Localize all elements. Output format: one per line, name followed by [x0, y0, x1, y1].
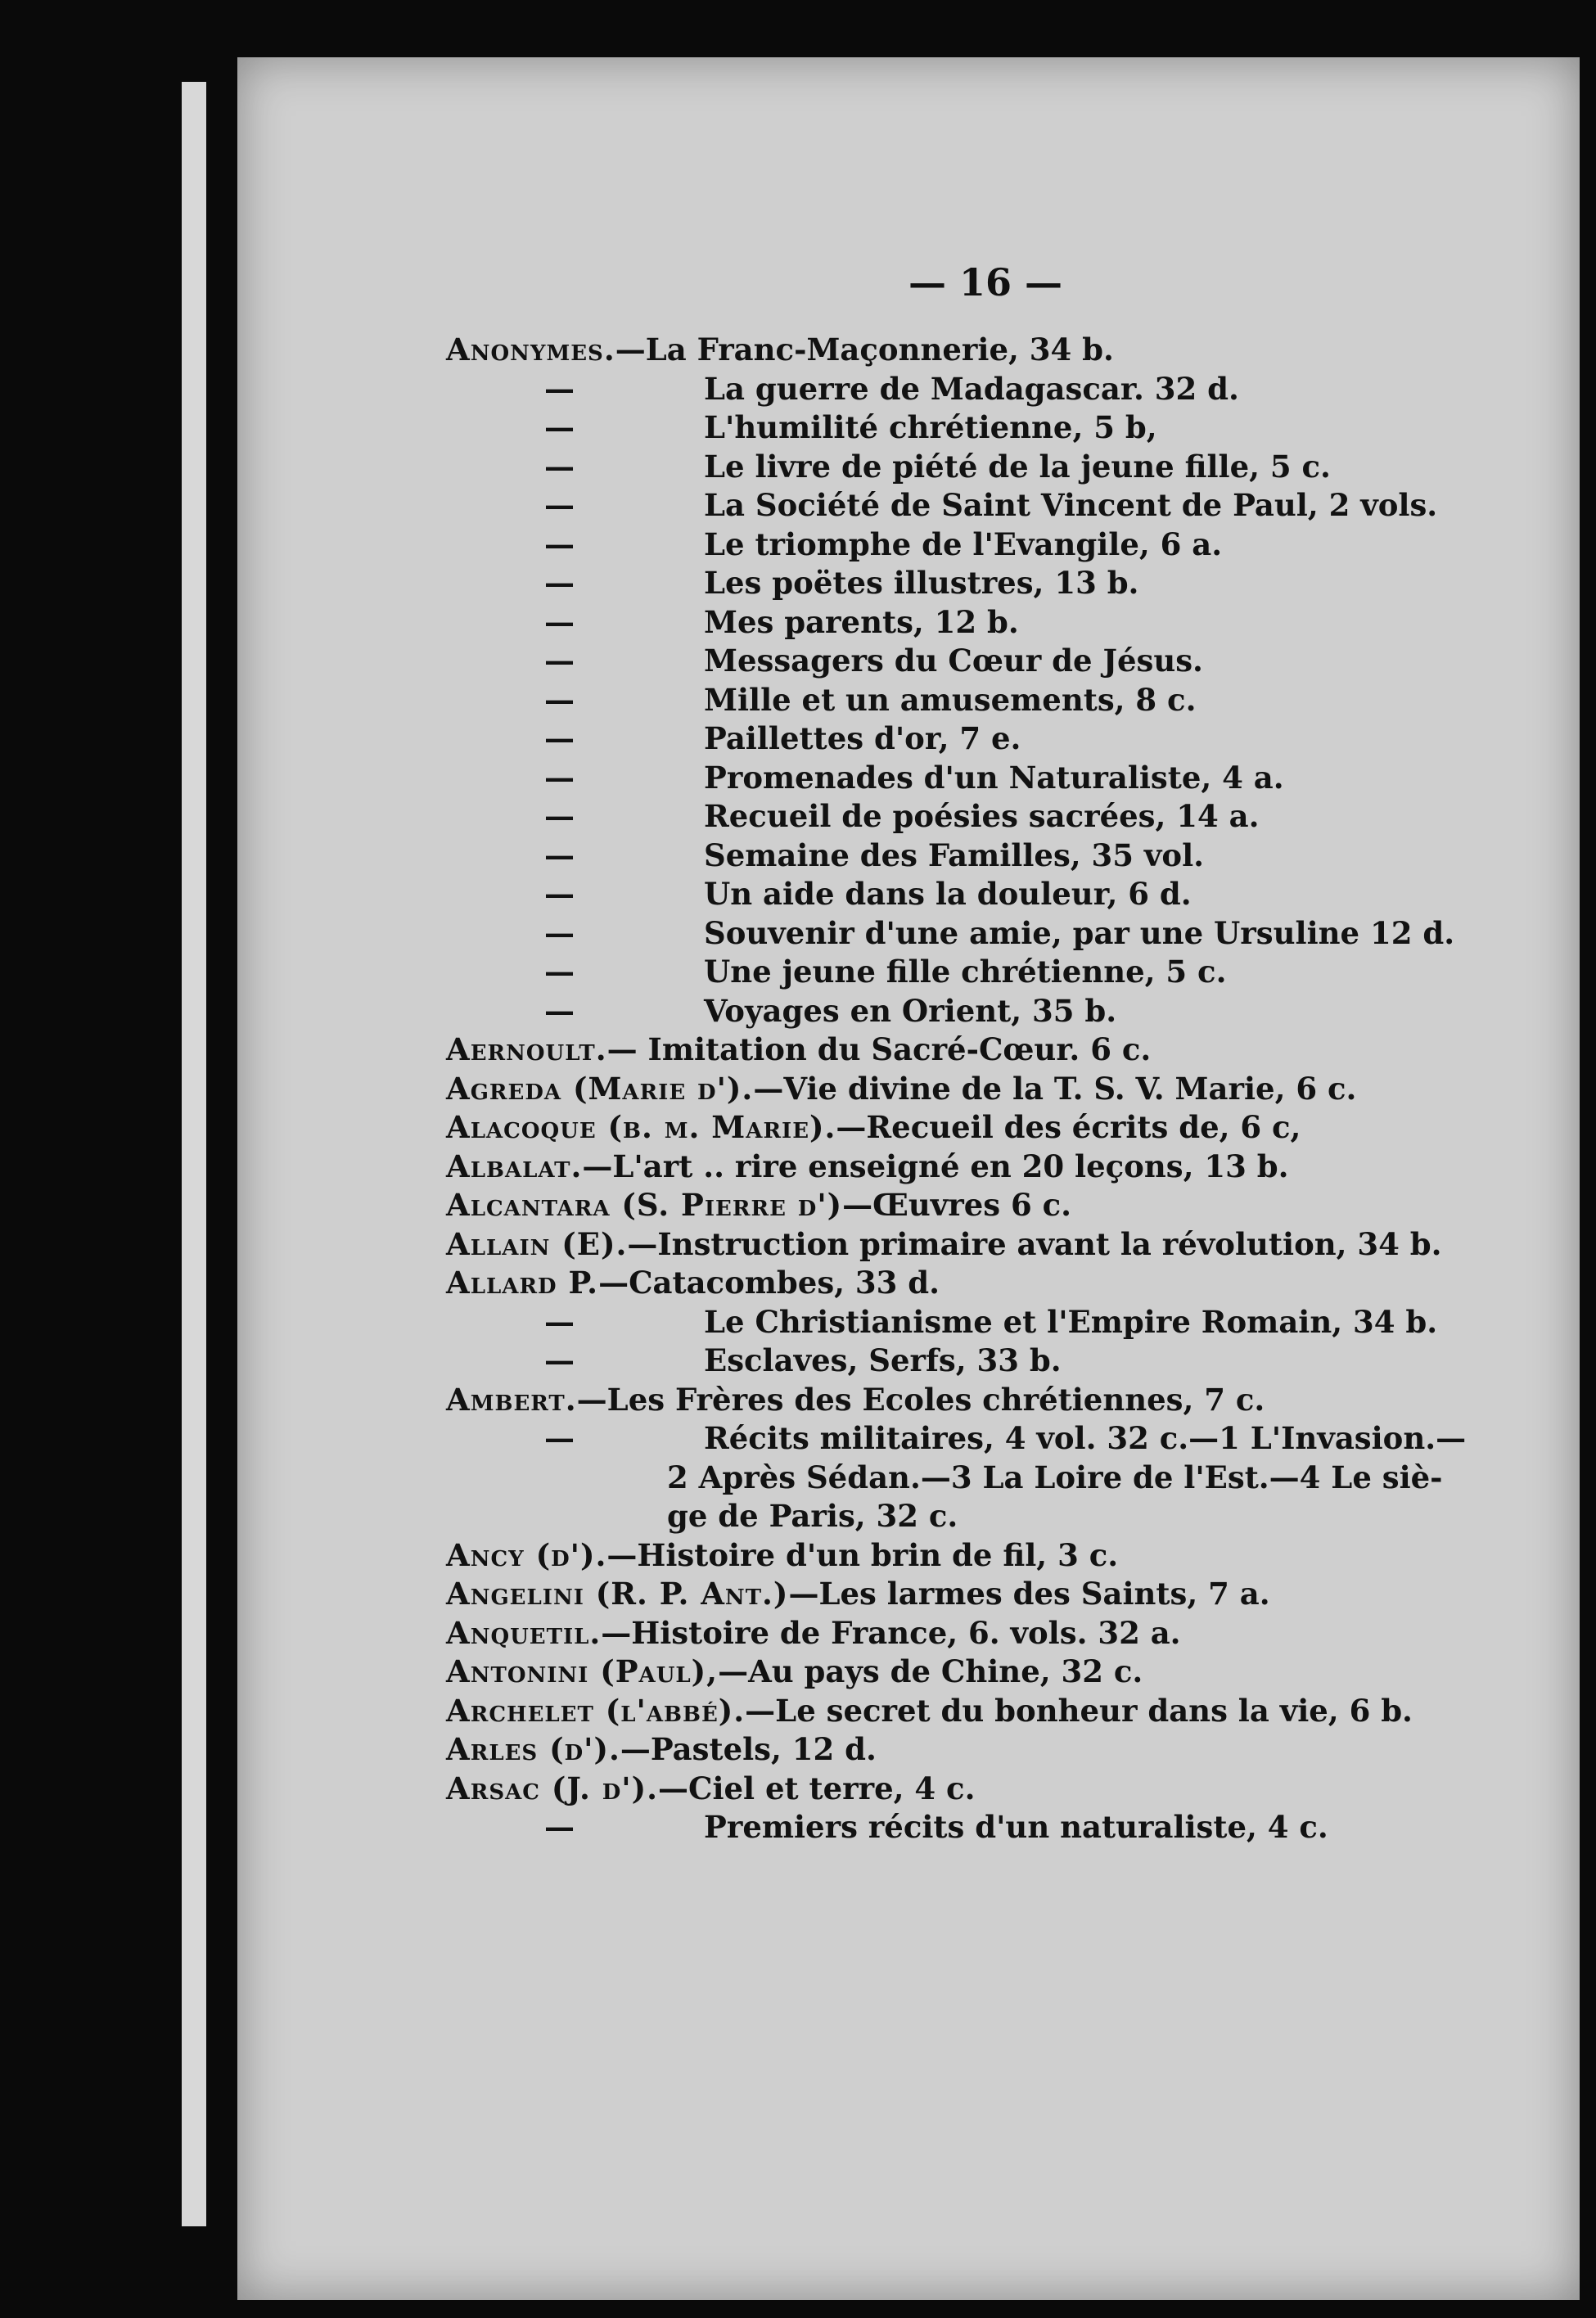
entry-title: Messagers du Cœur de Jésus.: [704, 643, 1203, 679]
catalog-entry: [446, 1381, 1486, 1420]
ditto-dash: —: [544, 681, 575, 718]
entry-title: Esclaves, Serfs, 33 b.: [704, 1342, 1062, 1378]
catalog-entry: [446, 1303, 1486, 1342]
author-name: Anonymes.: [446, 331, 615, 368]
catalog-entry: [446, 681, 1486, 720]
ditto-dash: —: [544, 954, 575, 990]
catalog-entry: [446, 1614, 1486, 1653]
author-name: Alcantara (S. Pierre d'): [446, 1187, 843, 1223]
ditto-dash: —: [544, 914, 575, 951]
catalog-entries: [446, 331, 1486, 1847]
entry-title: —Le secret du bonheur dans la vie, 6 b.: [745, 1692, 1413, 1729]
entry-title: Mille et un amusements, 8 c.: [704, 681, 1197, 718]
catalog-entry: [446, 1225, 1486, 1265]
catalog-entry: [446, 1692, 1486, 1731]
catalog-entry: [446, 1808, 1486, 1847]
entry-title: Premiers récits d'un naturaliste, 4 c.: [704, 1809, 1328, 1845]
ditto-dash: —: [544, 798, 575, 834]
catalog-entry: [446, 759, 1486, 798]
entry-title: —Pastels, 12 d.: [620, 1731, 877, 1767]
catalog-entry: [446, 448, 1486, 487]
author-name: Ambert.: [446, 1381, 577, 1418]
catalog-entry: [446, 914, 1486, 954]
entry-title: —Histoire d'un brin de fil, 3 c.: [606, 1536, 1119, 1573]
ditto-dash: —: [544, 448, 575, 485]
ditto-dash: —: [544, 1420, 575, 1456]
ditto-dash: —: [544, 1809, 575, 1845]
entry-title: — Imitation du Sacré-Cœur. 6 c.: [606, 1031, 1152, 1067]
catalog-entry: [446, 603, 1486, 643]
ditto-dash: —: [544, 837, 575, 873]
entry-title: Le livre de piété de la jeune fille, 5 c.: [704, 448, 1331, 485]
catalog-entry: [446, 525, 1486, 565]
entry-title: —Ciel et terre, 4 c.: [658, 1770, 976, 1806]
author-name: Arsac (J. d').: [446, 1770, 659, 1806]
entry-title: Paillettes d'or, 7 e.: [704, 720, 1021, 756]
author-name: Allain (E).: [446, 1225, 628, 1262]
catalog-entry: [446, 719, 1486, 759]
left-page-edge: [182, 82, 206, 2226]
catalog-entry: [446, 1497, 1486, 1536]
ditto-dash: —: [544, 1342, 575, 1378]
entry-title: Une jeune fille chrétienne, 5 c.: [704, 954, 1227, 990]
author-name: Allard P.: [446, 1265, 599, 1301]
entry-title: Le Christianisme et l'Empire Romain, 34 b.: [704, 1303, 1438, 1340]
catalog-entry: [446, 1342, 1486, 1381]
author-name: Angelini (R. P. Ant.): [446, 1576, 789, 1612]
entry-title: —Catacombes, 33 d.: [598, 1265, 940, 1301]
catalog-entry: [446, 1653, 1486, 1692]
page-number: — 16 —: [908, 260, 1063, 304]
catalog-entry: [446, 875, 1486, 914]
entry-title: —Au pays de Chine, 32 c.: [718, 1653, 1143, 1689]
entry-title: Recueil de poésies sacrées, 14 a.: [704, 798, 1260, 834]
catalog-entry: [446, 1070, 1486, 1109]
catalog-entry: [446, 1459, 1486, 1498]
entry-title: —Les Frères des Ecoles chrétiennes, 7 c.: [576, 1381, 1265, 1418]
author-name: Alacoque (b. m. Marie).: [446, 1109, 836, 1145]
entry-title: —Œuvres 6 c.: [842, 1187, 1072, 1223]
catalog-entry: [446, 953, 1486, 992]
catalog-entry: [446, 642, 1486, 681]
author-name: Ancy (d').: [446, 1536, 607, 1573]
entry-title: —Instruction primaire avant la révolution, 34 b.: [627, 1225, 1442, 1262]
ditto-dash: —: [544, 603, 575, 640]
catalog-entry: [446, 992, 1486, 1031]
catalog-entry: [446, 1730, 1486, 1770]
catalog-entry: [446, 1536, 1486, 1576]
author-name: Anquetil.: [446, 1614, 602, 1651]
entry-title: —L'art .. rire enseigné en 20 leçons, 13 b.: [582, 1148, 1289, 1184]
author-name: Antonini (Paul),: [446, 1653, 719, 1689]
entry-title: —Recueil des écrits de, 6 c,: [836, 1109, 1301, 1145]
entry-title: L'humilité chrétienne, 5 b,: [704, 409, 1157, 445]
entry-title: Semaine des Familles, 35 vol.: [704, 837, 1205, 873]
catalog-entry: [446, 564, 1486, 603]
entry-title: —Vie divine de la T. S. V. Marie, 6 c.: [753, 1070, 1357, 1107]
catalog-entry: [446, 1264, 1486, 1303]
author-name: Arles (d').: [446, 1731, 620, 1767]
catalog-entry: [446, 1108, 1486, 1148]
entry-title: Le triomphe de l'Evangile, 6 a.: [704, 525, 1223, 562]
author-name: Aernoult.: [446, 1031, 607, 1067]
ditto-dash: —: [544, 1303, 575, 1340]
catalog-entry: [446, 1148, 1486, 1187]
entry-title: Un aide dans la douleur, 6 d.: [704, 876, 1192, 912]
ditto-dash: —: [544, 487, 575, 523]
ditto-dash: —: [544, 720, 575, 756]
ditto-dash: —: [544, 992, 575, 1029]
entry-title: La Société de Saint Vincent de Paul, 2 vols.: [704, 487, 1438, 523]
author-name: Archelet (l'abbé).: [446, 1692, 746, 1729]
entry-continuation: ge de Paris, 32 c.: [667, 1498, 958, 1534]
catalog-entry: [446, 370, 1486, 409]
catalog-entry: [446, 1419, 1486, 1459]
ditto-dash: —: [544, 565, 575, 601]
catalog-entry: [446, 1186, 1486, 1225]
ditto-dash: —: [544, 525, 575, 562]
catalog-entry: [446, 331, 1486, 370]
catalog-entry: [446, 1030, 1486, 1070]
catalog-entry: [446, 1770, 1486, 1809]
ditto-dash: —: [544, 759, 575, 796]
author-name: Albalat.: [446, 1148, 583, 1184]
catalog-entry: [446, 486, 1486, 525]
catalog-entry: [446, 797, 1486, 837]
ditto-dash: —: [544, 409, 575, 445]
entry-title: Souvenir d'une amie, par une Ursuline 12 d.: [704, 914, 1455, 951]
entry-title: Promenades d'un Naturaliste, 4 a.: [704, 759, 1284, 796]
entry-title: —Histoire de France, 6. vols. 32 a.: [601, 1614, 1181, 1651]
entry-title: —Les larmes des Saints, 7 a.: [788, 1576, 1270, 1612]
catalog-entry: [446, 837, 1486, 876]
ditto-dash: —: [544, 876, 575, 912]
catalog-entry: [446, 1575, 1486, 1614]
ditto-dash: —: [544, 370, 575, 407]
entry-title: Récits militaires, 4 vol. 32 c.—1 L'Invasion.—: [704, 1420, 1467, 1456]
entry-title: Les poëtes illustres, 13 b.: [704, 565, 1139, 601]
entry-title: La guerre de Madagascar. 32 d.: [704, 370, 1239, 407]
catalog-entry: [446, 408, 1486, 448]
entry-title: Voyages en Orient, 35 b.: [704, 992, 1117, 1029]
entry-continuation: 2 Après Sédan.—3 La Loire de l'Est.—4 Le siè-: [667, 1459, 1443, 1495]
ditto-dash: —: [544, 643, 575, 679]
entry-title: Mes parents, 12 b.: [704, 603, 1019, 640]
author-name: Agreda (Marie d').: [446, 1070, 754, 1107]
entry-title: —La Franc-Maçonnerie, 34 b.: [615, 331, 1114, 368]
